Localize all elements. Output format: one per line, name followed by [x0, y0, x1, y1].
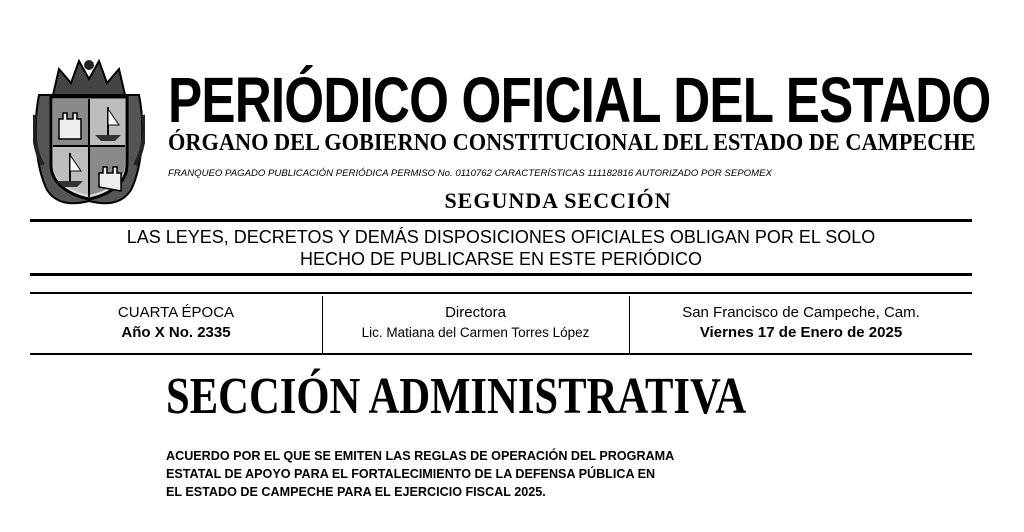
notice-line-1: LAS LEYES, DECRETOS Y DEMÁS DISPOSICIONES OFICIALES OBLIGAN POR EL SOLO: [126, 227, 876, 247]
divider: [30, 353, 972, 355]
epoch-label: CUARTA ÉPOCA: [117, 304, 235, 321]
coat-of-arms-icon: [33, 55, 145, 207]
organ-subtitle: ÓRGANO DEL GOBIERNO CONSTITUCIONAL DEL ESTADO DE CAMPECHE: [168, 130, 976, 156]
issue-number: Año X No. 2335: [121, 324, 231, 341]
agreement-title: [166, 447, 826, 501]
section-heading: SECCIÓN ADMINISTRATIVA: [166, 368, 747, 425]
section-number: SEGUNDA SECCIÓN: [444, 188, 672, 213]
notice-line-2: HECHO DE PUBLICARSE EN ESTE PERIÓDICO: [299, 249, 703, 269]
divider: [30, 273, 972, 276]
director-name: Lic. Matiana del Carmen Torres López: [361, 325, 590, 340]
date-info: [630, 303, 972, 343]
agreement-line: ESTATAL DE APOYO PARA EL FORTALECIMIENTO DE LA DEFENSA PÚBLICA EN: [166, 467, 656, 481]
issue-date: Viernes 17 de Enero de 2025: [699, 324, 903, 341]
divider: [30, 292, 972, 294]
agreement-line: ACUERDO POR EL QUE SE EMITEN LAS REGLAS DE OPERACIÓN DEL PROGRAMA: [166, 449, 675, 463]
director-info: [323, 303, 628, 343]
edition-info: [30, 303, 322, 343]
postage-permit-line: FRANQUEO PAGADO PUBLICACIÓN PERIÓDICA PERMISO No. 0110762 CARACTERÍSTICAS 111182816 AUTORIZADO POR SEPOMEX: [168, 168, 772, 179]
place-label: San Francisco de Campeche, Cam.: [682, 304, 920, 321]
director-label: Directora: [445, 304, 506, 321]
agreement-line: EL ESTADO DE CAMPECHE PARA EL EJERCICIO FISCAL 2025.: [166, 485, 546, 499]
divider: [30, 219, 972, 222]
newspaper-title: PERIÓDICO OFICIAL DEL ESTADO: [168, 64, 991, 136]
